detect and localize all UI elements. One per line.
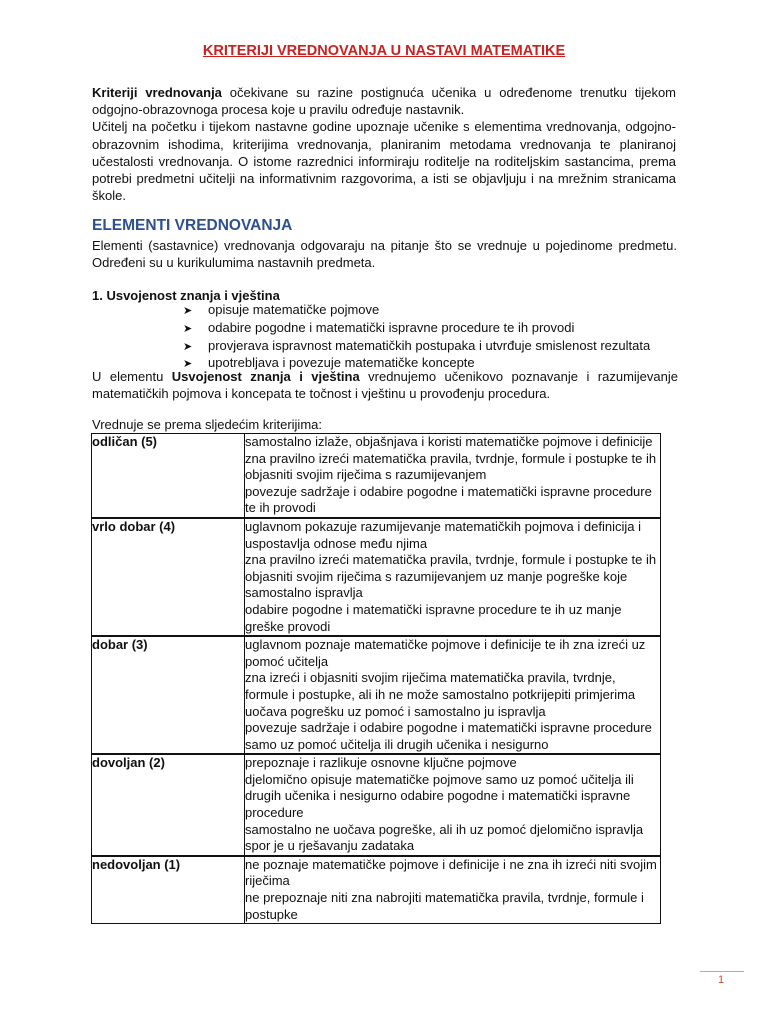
table-row <box>92 857 660 923</box>
grade-cell: nedovoljan (1) <box>92 857 245 923</box>
section-1-bold-term: Usvojenost znanja i vještina <box>171 369 360 384</box>
criteria-cell: uglavnom poznaje matematičke pojmove i definicije te ih zna izreći uz pomoć učitelja zna izreći i objasniti svojim riječima matematička pravila, tvrdnje, formule i postupke, ali ih ne može samostalno potkrijepiti primjerima uočava pogrešku uz pomoć i samostalno ju ispravlja povezuje sadržaje i odabire pogodne i matematički ispravne procedure samo uz pomoć učitelja ili drugih učenika i nesigurno <box>245 637 660 755</box>
footer-divider <box>700 971 744 972</box>
criteria-intro: Vrednuje se prema sljedećim kriterijima: <box>92 417 322 432</box>
arrow-bullet-icon: ➤ <box>183 340 193 353</box>
criteria-cell: ne poznaje matematičke pojmove i definicije i ne zna ih izreći niti svojim riječima ne prepoznaje niti zna nabrojiti matematička pravila, tvrdnje, formule i postupke <box>245 856 657 922</box>
grade-cell: dobar (3) <box>92 637 245 755</box>
list-item: ➤ upotrebljava i povezuje matematičke koncepte <box>183 355 650 373</box>
section-1-heading: 1. Usvojenost znanja i vještina <box>92 288 280 303</box>
elements-heading: ELEMENTI VREDNOVANJA <box>92 217 293 234</box>
intro-bold-lead: Kriteriji vrednovanja <box>92 85 222 100</box>
arrow-bullet-icon: ➤ <box>183 305 193 317</box>
section-1-paragraph: U elementu Usvojenost znanja i vještina vrednujemo učenikovo poznavanje i razumijevanje matematičkih pojmova i koncepata te točnost i vještinu u provođenju procedura. <box>92 369 678 402</box>
table-row <box>92 755 660 857</box>
table-row <box>92 637 660 755</box>
intro-paragraph <box>92 84 676 204</box>
list-item: ➤ opisuje matematičke pojmove <box>183 302 650 320</box>
criteria-cell: samostalno izlaže, objašnjava i koristi matematičke pojmove i definicije zna pravilno izreći matematička pravila, tvrdnje, formule i postupke te ih objasniti svojim riječima s razumijevanjem povezuje sadržaje i odabire pogodne i matematički ispravne procedure te ih provodi <box>245 434 660 519</box>
criteria-cell: uglavnom pokazuje razumijevanje matematičkih pojmova i definicija i uspostavlja odnose među njima zna pravilno izreći matematička pravila, tvrdnje, formule i postupke te ih objasniti svojim riječima s razumijevanjem uz manje pogreške koje samostalno ispravlja odabire pogodne i matematički ispravne procedure te ih uz manje greške provodi <box>245 519 660 637</box>
table-row <box>92 519 660 637</box>
grade-cell: vrlo dobar (4) <box>92 519 245 637</box>
grade-cell: odličan (5) <box>92 434 245 519</box>
list-item: ➤ odabire pogodne i matematički ispravne procedure te ih provodi <box>183 320 650 338</box>
document-title: KRITERIJI VREDNOVANJA U NASTAVI MATEMATIKE <box>202 43 566 59</box>
criteria-cell: prepoznaje i razlikuje osnovne ključne pojmove djelomično opisuje matematičke pojmove samo uz pomoć učitelja ili drugih učenika i nesigurno odabire pogodne i matematički ispravne procedure samostalno ne uočava pogreške, ali ih uz pomoć djelomično ispravlja spor je u rješavanju zadataka <box>245 755 660 857</box>
intro-sentence-1: očekivane su razine postignuća učenika u određenome trenutku tijekom odgojno-obrazovnoga procesa koje u pravilu određuje nastavnik. <box>92 85 676 118</box>
page-number: 1 <box>718 974 725 986</box>
intro-sentence-2: Učitelj na početku i tijekom nastavne godine upoznaje učenike s elementima vrednovanja, odgojno-obrazovnim ishodima, kriterijima vrednovanja, planiranim metodama vrednovanja te planiranoj učestalosti vrednovanja. O istome razrednici informiraju roditelje na roditeljskim sastancima, prema potrebi predmetni učitelji na informativnim razgovorima, a isti se objavljuju i na mrežnim stranicama škole. <box>92 119 676 204</box>
grade-cell: dovoljan (2) <box>92 755 245 857</box>
arrow-bullet-icon: ➤ <box>183 322 193 335</box>
elements-paragraph: Elementi (sastavnice) vrednovanja odgovaraju na pitanje što se vrednuje u pojedinome predmetu. Određeni su u kurikulumima nastavnih predmeta. <box>92 238 677 271</box>
skills-bullet-list <box>183 302 650 373</box>
list-item: ➤ provjerava ispravnost matematičkih postupaka i utvrđuje smislenost rezultata <box>183 338 650 356</box>
criteria-table <box>91 433 661 924</box>
arrow-bullet-icon: ➤ <box>183 358 193 371</box>
table-row <box>92 434 660 519</box>
